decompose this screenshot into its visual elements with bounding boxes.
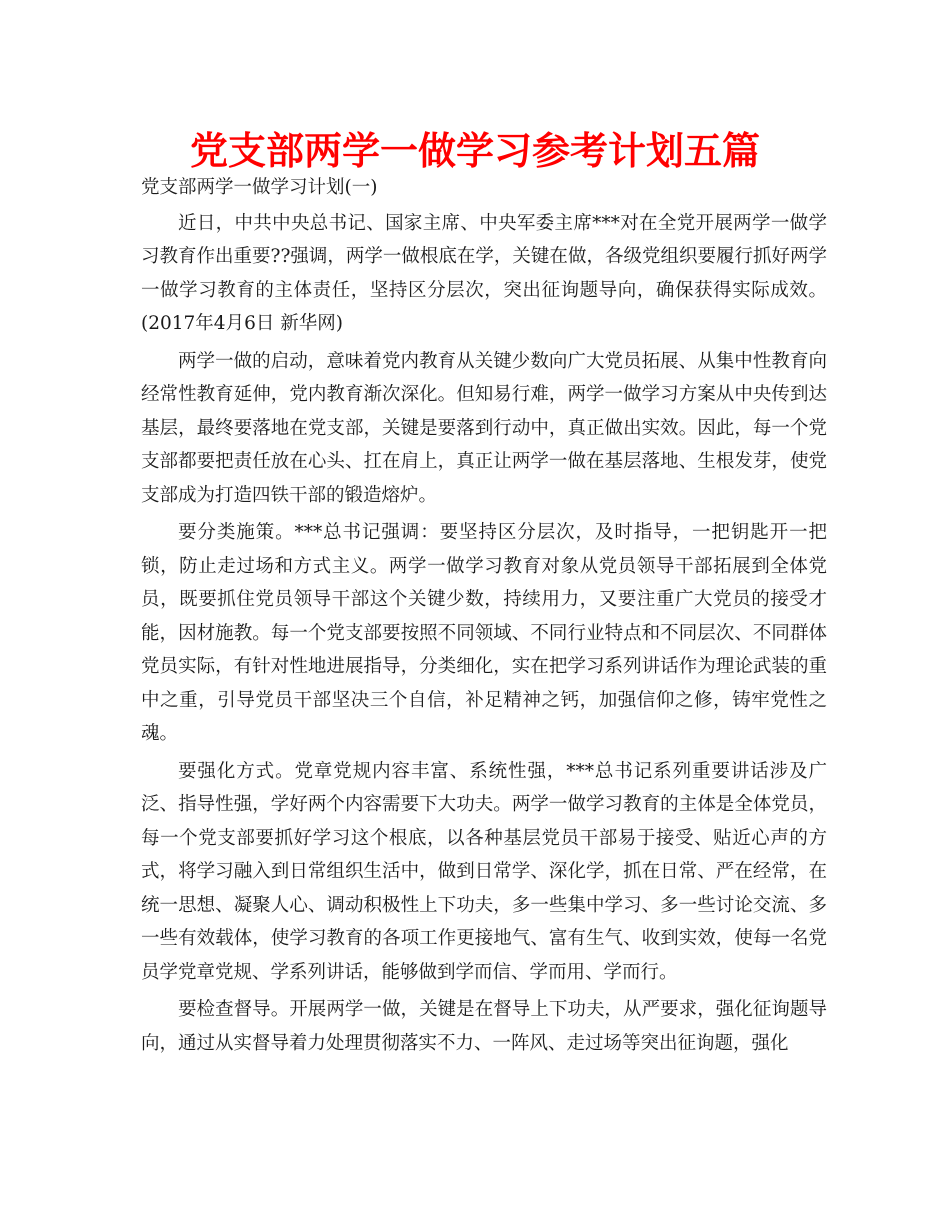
paragraph-4: 要强化方式。党章党规内容丰富、系统性强，***总书记系列重要讲话涉及广泛、指导性强，学好两个内容需要下大功夫。两学一做学习教育的主体是全体党员，每一个党支部要抓好学习这个根底，以各种基层党员干部易于接受、贴近心声的方式，将学习融入到日常组织生活中，做到日常学、深化学，抓在日常、严在经常，在统一思想、凝聚人心、调动积极性上下功夫，多一些集中学习、多一些讨论交流、多一些有效载体，使学习教育的各项工作更接地气、富有生气、收到实效，使每一名党员学党章党规、学系列讲话，能够做到学而信、学而用、学而行。 bbox=[141, 760, 827, 983]
document-body bbox=[141, 171, 827, 1064]
paragraph-2: 两学一做的启动，意味着党内教育从关键少数向广大党员拓展、从集中性教育向经常性教育延伸，党内教育渐次深化。但知易行难，两学一做学习方案从中央传到达基层，最终要落地在党支部，关键是要落到行动中，真正做出实效。因此，每一个党支部都要把责任放在心头、扛在肩上，真正让两学一做在基层落地、生根发芽，使党支部成为打造四铁干部的锻造熔炉。 bbox=[141, 350, 827, 506]
paragraph-5: 要检查督导。开展两学一做，关键是在督导上下功夫，从严要求，强化征询题导向，通过从实督导着力处理贯彻落实不力、一阵风、走过场等突出征询题，强化 bbox=[141, 999, 827, 1054]
document-title: 党支部两学一做学习参考计划五篇 bbox=[189, 129, 760, 173]
paragraph-1: 近日，中共中央总书记、国家主席、中央军委主席***对在全党开展两学一做学习教育作出重要??强调，两学一做根底在学，关键在做，各级党组织要履行抓好两学一做学习教育的主体责任，坚持区分层次，突出征询题导向，确保获得实际成效。(2017年4月6日 新华网) bbox=[141, 212, 827, 334]
paragraph-3: 要分类施策。***总书记强调：要坚持区分层次，及时指导，一把钥匙开一把锁，防止走过场和方式主义。两学一做学习教育对象从党员领导干部拓展到全体党员，既要抓住党员领导干部这个关键少数，持续用力，又要注重广大党员的接受才能，因材施教。每一个党支部要按照不同领域、不同行业特点和不同层次、不同群体党员实际，有针对性地进展指导，分类细化，实在把学习系列讲话作为理论武装的重中之重，引导党员干部坚决三个自信，补足精神之钙，加强信仰之修，铸牢党性之魂。 bbox=[141, 522, 827, 744]
section-subtitle: 党支部两学一做学习计划(一) bbox=[141, 177, 378, 198]
